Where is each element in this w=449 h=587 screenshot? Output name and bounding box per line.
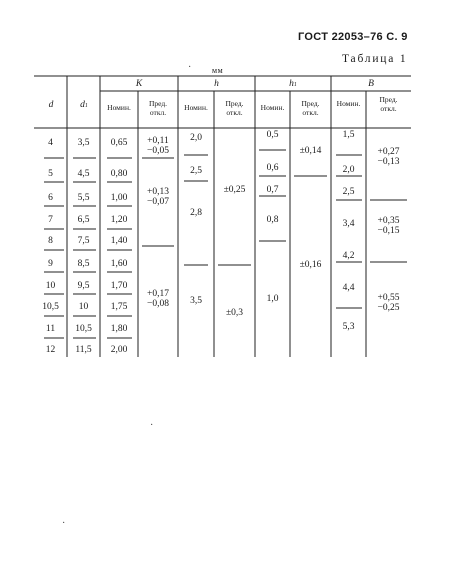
cell-B-deviation: +0,27 −0,13 bbox=[377, 147, 400, 167]
cell-d1: 5,5 bbox=[77, 193, 90, 203]
col-header-B: B bbox=[368, 79, 374, 89]
B-nominal-header: Номин. bbox=[336, 99, 361, 108]
cell-d1: 8,5 bbox=[77, 259, 90, 269]
cell-d1: 10,5 bbox=[75, 324, 92, 334]
cell-K-deviation: +0,13 −0,07 bbox=[147, 187, 169, 207]
K-nominal-header: Номин. bbox=[107, 103, 131, 112]
cell-K-deviation: +0,17 −0,08 bbox=[147, 289, 169, 309]
cell-h1-deviation: ±0,16 bbox=[299, 260, 322, 270]
cell-d: 8 bbox=[48, 236, 53, 246]
cell-K-nominal: 1,40 bbox=[110, 236, 128, 246]
cell-h-deviation: ±0,25 bbox=[223, 185, 246, 195]
col-header-K: K bbox=[135, 79, 143, 89]
cell-d: 12 bbox=[45, 345, 56, 355]
cell-d1: 3,5 bbox=[77, 138, 90, 148]
cell-d1: 7,5 bbox=[77, 236, 90, 246]
cell-h1-nominal: 0,6 bbox=[266, 163, 279, 173]
col-header-d: d bbox=[48, 100, 54, 110]
K-deviation-header: Пред. откл. bbox=[148, 99, 168, 117]
scan-speck: · bbox=[150, 420, 154, 431]
cell-B-nominal: 1,5 bbox=[342, 130, 355, 140]
cell-h-nominal: 2,8 bbox=[190, 208, 202, 218]
document-header: ГОСТ 22053–76 С. 9 bbox=[298, 31, 408, 43]
cell-h-nominal: 2,5 bbox=[190, 166, 202, 176]
cell-B-deviation: +0,55 −0,25 bbox=[377, 293, 400, 313]
cell-K-deviation: +0,11 −0,05 bbox=[147, 136, 169, 156]
B-deviation-header: Пред. откл. bbox=[379, 95, 398, 113]
cell-h1-nominal: 1,0 bbox=[266, 294, 279, 304]
cell-h1-nominal: 0,8 bbox=[266, 215, 279, 225]
cell-K-nominal: 1,80 bbox=[110, 324, 128, 334]
cell-d: 10,5 bbox=[42, 302, 59, 312]
cell-d: 10 bbox=[45, 281, 56, 291]
cell-K-nominal: 1,70 bbox=[110, 281, 128, 291]
scan-speck: · bbox=[188, 62, 192, 73]
cell-h-nominal: 2,0 bbox=[190, 133, 202, 143]
cell-B-nominal: 3,4 bbox=[342, 219, 355, 229]
table-caption: Таблица 1 bbox=[342, 53, 408, 65]
cell-d1: 10 bbox=[78, 302, 89, 312]
cell-B-nominal: 2,5 bbox=[342, 187, 355, 197]
cell-d1: 6,5 bbox=[77, 215, 90, 225]
cell-d: 9 bbox=[48, 259, 53, 269]
h1-nominal-header: Номин. bbox=[260, 103, 285, 112]
cell-K-nominal: 1,60 bbox=[110, 259, 128, 269]
cell-K-nominal: 2,00 bbox=[110, 345, 128, 355]
col-header-h1: h1 bbox=[289, 79, 297, 89]
h-nominal-header: Номин. bbox=[184, 103, 208, 112]
cell-d1: 4,5 bbox=[77, 169, 90, 179]
cell-K-nominal: 1,75 bbox=[110, 302, 128, 312]
cell-d: 7 bbox=[48, 215, 53, 225]
col-header-d1: d1 bbox=[80, 100, 88, 110]
unit-label: мм bbox=[212, 66, 224, 75]
cell-K-nominal: 1,00 bbox=[110, 193, 128, 203]
cell-d: 4 bbox=[48, 138, 53, 148]
cell-B-nominal: 4,2 bbox=[342, 251, 355, 261]
cell-d: 11 bbox=[45, 324, 56, 334]
cell-d1: 9,5 bbox=[77, 281, 90, 291]
h-deviation-header: Пред. откл. bbox=[225, 99, 244, 117]
cell-d1: 11,5 bbox=[75, 345, 92, 355]
cell-B-nominal: 2,0 bbox=[342, 165, 355, 175]
cell-d: 6 bbox=[48, 193, 53, 203]
cell-B-deviation: +0,35 −0,15 bbox=[377, 216, 400, 236]
cell-B-nominal: 5,3 bbox=[342, 322, 355, 332]
cell-h-nominal: 3,5 bbox=[190, 296, 202, 306]
cell-d: 5 bbox=[48, 169, 53, 179]
cell-h1-deviation: ±0,14 bbox=[299, 146, 322, 156]
h1-deviation-header: Пред. откл. bbox=[301, 99, 320, 117]
cell-K-nominal: 1,20 bbox=[110, 215, 128, 225]
cell-B-nominal: 4,4 bbox=[342, 283, 355, 293]
col-header-h: h bbox=[214, 79, 219, 89]
scan-speck: · bbox=[62, 518, 66, 529]
cell-h1-nominal: 0,7 bbox=[266, 185, 279, 195]
cell-K-nominal: 0,80 bbox=[110, 169, 128, 179]
cell-h1-nominal: 0,5 bbox=[266, 130, 279, 140]
cell-K-nominal: 0,65 bbox=[110, 138, 128, 148]
cell-h-deviation: ±0,3 bbox=[225, 308, 244, 318]
